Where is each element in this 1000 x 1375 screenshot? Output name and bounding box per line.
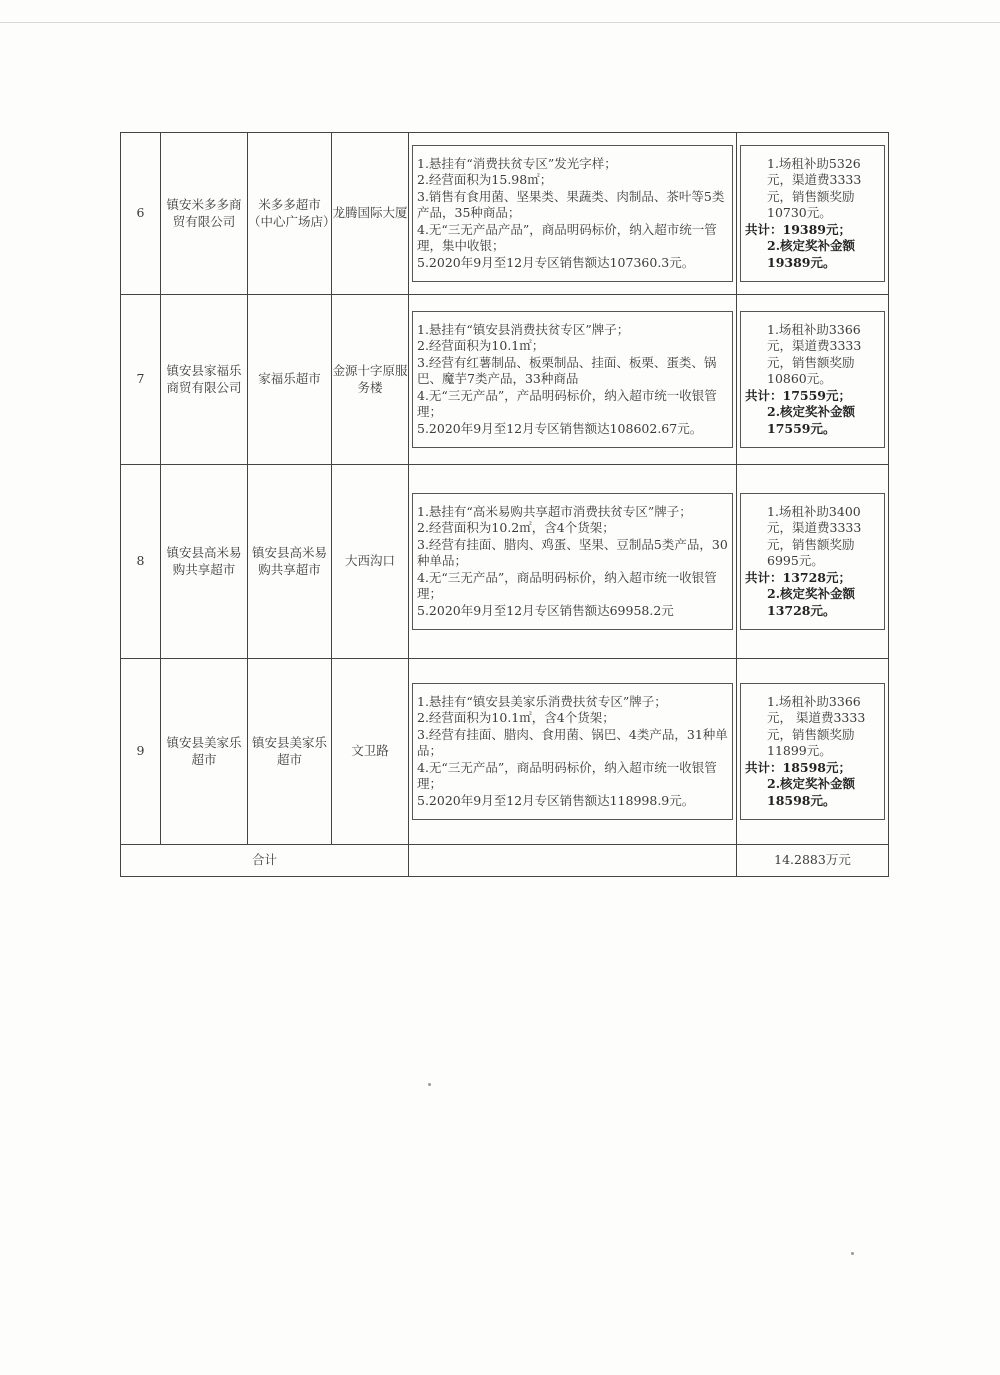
detail-line: 2.经营面积为10.1㎡，含4个货架；	[417, 710, 615, 726]
detail-line: 4.无“三无产品”，商品明码标价，纳入超市统一收银管理；	[417, 569, 717, 602]
store-name: 米多多超市（中心广场店）	[248, 133, 332, 295]
approved-amount: 2.核定奖补金额13728元。	[767, 586, 856, 618]
company-name: 镇安县家福乐商贸有限公司	[161, 295, 248, 465]
detail-line: 2.经营面积为10.2㎡，含4个货架；	[417, 520, 615, 536]
row-index: 6	[121, 133, 161, 295]
subsidy-breakdown: 1.场租补助3366元，渠道费3333元，销售额奖励10860元。	[767, 321, 862, 387]
details-cell	[409, 465, 737, 659]
detail-line: 2.经营面积为10.1㎡；	[417, 338, 545, 354]
subsidy-total: 共计：17559元；	[745, 387, 851, 403]
approved-amount: 2.核定奖补金额18598元。	[767, 776, 856, 808]
detail-line: 4.无“三无产品产品”，商品明码标价，纳入超市统一管理，集中收银；	[417, 221, 717, 254]
scan-speck	[428, 1083, 431, 1086]
detail-line: 1.悬挂有“镇安县消费扶贫专区”牌子；	[417, 321, 630, 337]
detail-line: 3.经营有挂面、腊肉、食用菌、锅巴、4类产品，31种单品；	[417, 726, 728, 759]
row-index: 7	[121, 295, 161, 465]
store-location: 文卫路	[332, 659, 409, 845]
subsidy-total: 共计：13728元；	[745, 569, 851, 585]
subsidy-breakdown: 1.场租补助3366元， 渠道费3333元，销售额奖励11899元。	[767, 693, 866, 759]
detail-line: 5.2020年9月至12月专区销售额达118998.9元。	[417, 792, 695, 808]
subsidy-cell	[737, 659, 889, 845]
details-cell	[409, 133, 737, 295]
total-empty-cell	[409, 845, 737, 877]
subsidy-cell	[737, 133, 889, 295]
table-row	[121, 133, 889, 295]
total-amount: 14.2883万元	[737, 845, 889, 877]
detail-line: 1.悬挂有“消费扶贫专区”发光字样；	[417, 155, 617, 171]
subsidy-cell	[737, 295, 889, 465]
row-index: 9	[121, 659, 161, 845]
store-name: 镇安县高米易购共享超市	[248, 465, 332, 659]
detail-line: 4.无“三无产品”，商品明码标价，纳入超市统一收银管理；	[417, 759, 717, 792]
company-name: 镇安米多多商贸有限公司	[161, 133, 248, 295]
row-index: 8	[121, 465, 161, 659]
details-cell	[409, 659, 737, 845]
detail-line: 5.2020年9月至12月专区销售额达107360.3元。	[417, 254, 695, 270]
detail-line: 2.经营面积为15.98㎡；	[417, 172, 553, 188]
page-top-edge	[0, 22, 1000, 23]
company-name: 镇安县高米易购共享超市	[161, 465, 248, 659]
detail-line: 5.2020年9月至12月专区销售额达108602.67元。	[417, 420, 703, 436]
subsidy-breakdown: 1.场租补助5326元，渠道费3333元，销售额奖励10730元。	[767, 155, 862, 221]
table-row	[121, 465, 889, 659]
total-label: 合计	[121, 845, 409, 877]
table-row	[121, 659, 889, 845]
subsidy-breakdown: 1.场租补助3400元，渠道费3333元，销售额奖励6995元。	[767, 503, 862, 569]
store-location: 龙腾国际大厦	[332, 133, 409, 295]
scan-speck	[851, 1252, 854, 1255]
approved-amount: 2.核定奖补金额17559元。	[767, 404, 856, 436]
detail-line: 3.经营有挂面、腊肉、鸡蛋、坚果、豆制品5类产品，30种单品；	[417, 536, 728, 569]
detail-line: 1.悬挂有“镇安县美家乐消费扶贫专区”牌子；	[417, 693, 667, 709]
detail-line: 4.无“三无产品”，产品明码标价，纳入超市统一收银管理；	[417, 387, 717, 420]
details-cell	[409, 295, 737, 465]
subsidy-total: 共计：18598元；	[745, 759, 851, 775]
detail-line: 3.销售有食用菌、坚果类、果蔬类、肉制品、茶叶等5类产品，35种商品；	[417, 188, 725, 221]
store-name: 家福乐超市	[248, 295, 332, 465]
subsidy-cell	[737, 465, 889, 659]
detail-line: 1.悬挂有“高米易购共享超市消费扶贫专区”牌子；	[417, 503, 692, 519]
detail-line: 3.经营有红薯制品、板栗制品、挂面、板栗、蛋类、锅巴、魔芋7类产品，33种商品	[417, 354, 717, 387]
store-location: 金源十字原服务楼	[332, 295, 409, 465]
store-location: 大西沟口	[332, 465, 409, 659]
table-row	[121, 295, 889, 465]
subsidy-table	[120, 132, 889, 877]
detail-line: 5.2020年9月至12月专区销售额达69958.2元	[417, 602, 674, 618]
subsidy-total: 共计：19389元；	[745, 221, 851, 237]
store-name: 镇安县美家乐超市	[248, 659, 332, 845]
approved-amount: 2.核定奖补金额19389元。	[767, 238, 856, 270]
company-name: 镇安县美家乐超市	[161, 659, 248, 845]
total-row	[121, 845, 889, 877]
